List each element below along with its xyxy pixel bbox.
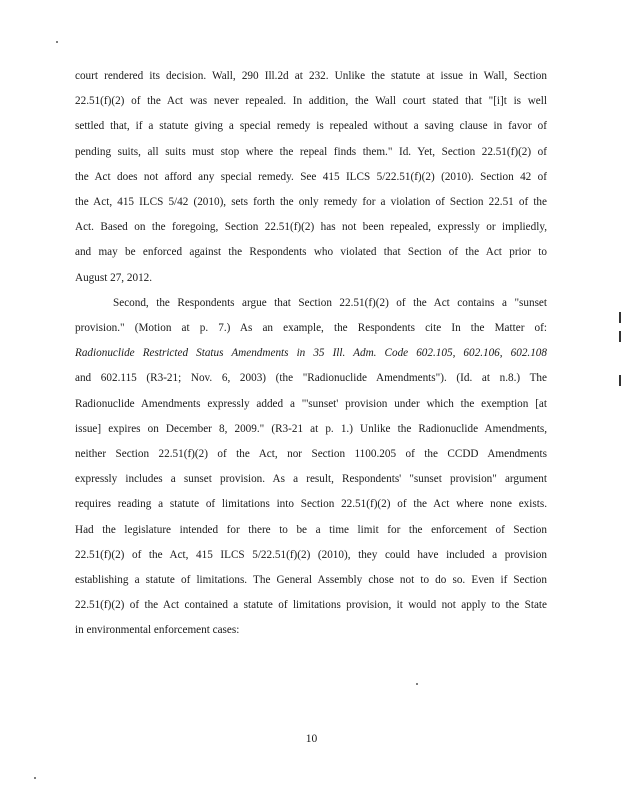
paragraph-1-line-2: 22.51(f)(2) of the Act was never repealed. In addition, the Wall court stated that "[i]t is well [75, 95, 547, 108]
paragraph-2-line-3: Radionuclide Restricted Status Amendments in 35 Ill. Adm. Code 602.105, 602.106, 602.108 [75, 347, 547, 360]
paragraph-2-line-1: Second, the Respondents argue that Section 22.51(f)(2) of the Act contains a "sunset [113, 296, 547, 309]
paragraph-2-line-5: Radionuclide Amendments expressly added a "'sunset' provision under which the exemption [at [75, 397, 547, 410]
paragraph-2-line-11: 22.51(f)(2) of the Act, 415 ILCS 5/22.51(f)(2) (2010), they could have included a provision [75, 548, 547, 561]
paragraph-2-line-2: provision." (Motion at p. 7.) As an example, the Respondents cite In the Matter of: [75, 322, 547, 335]
paragraph-1-line-7: Act. Based on the foregoing, Section 22.51(f)(2) has not been repealed, expressly or impliedly, [75, 221, 547, 234]
margin-mark [619, 312, 621, 323]
scan-speck [416, 683, 418, 685]
paragraph-1-line-6: the Act, 415 ILCS 5/42 (2010), sets forth the only remedy for a violation of Section 22.51 of the [75, 196, 547, 209]
paragraph-1-line-3: settled that, if a statute giving a special remedy is repealed without a saving clause in favor of [75, 120, 547, 133]
paragraph-1-line-9: August 27, 2012. [75, 271, 153, 284]
paragraph-1-line-1: court rendered its decision. Wall, 290 Ill.2d at 232. Unlike the statute at issue in Wall, Section [75, 70, 547, 82]
margin-mark [619, 331, 621, 342]
paragraph-2-line-13: 22.51(f)(2) of the Act contained a statute of limitations provision, it would not apply to the State [75, 599, 547, 612]
paragraph-2-line-8: expressly includes a sunset provision. As a result, Respondents' "sunset provision" argument [75, 473, 547, 486]
paragraph-2-line-12: establishing a statute of limitations. The General Assembly chose not to do so. Even if Section [75, 574, 547, 587]
paragraph-2-line-4: and 602.115 (R3-21; Nov. 6, 2003) (the "Radionuclide Amendments"). (Id. at n.8.) The [75, 372, 547, 385]
paragraph-2-line-10: Had the legislature intended for there to be a time limit for the enforcement of Section [75, 523, 547, 536]
paragraph-2-line-7: neither Section 22.51(f)(2) of the Act, nor Section 1100.205 of the CCDD Amendments [75, 448, 547, 461]
paragraph-1-line-4: pending suits, all suits must stop where the repeal finds them." Id. Yet, Section 22.51(f)(2) of [75, 145, 547, 158]
paragraph-1-line-5: the Act does not afford any special remedy. See 415 ILCS 5/22.51(f)(2) (2010). Section 42 of [75, 170, 547, 183]
body-text [75, 64, 547, 644]
scan-speck [56, 41, 58, 43]
paragraph-1-line-8: and may be enforced against the Respondents who violated that Section of the Act prior to [75, 246, 547, 259]
paragraph-2-line-14: in environmental enforcement cases: [75, 624, 240, 637]
page-number: 10 [305, 733, 318, 745]
margin-mark [619, 375, 621, 386]
scan-speck [34, 777, 36, 779]
paragraph-2-line-9: requires reading a statute of limitations into Section 22.51(f)(2) of the Act where none exists. [75, 498, 547, 511]
paragraph-2-line-6: issue] expires on December 8, 2009." (R3-21 at p. 1.) Unlike the Radionuclide Amendments, [75, 422, 547, 435]
